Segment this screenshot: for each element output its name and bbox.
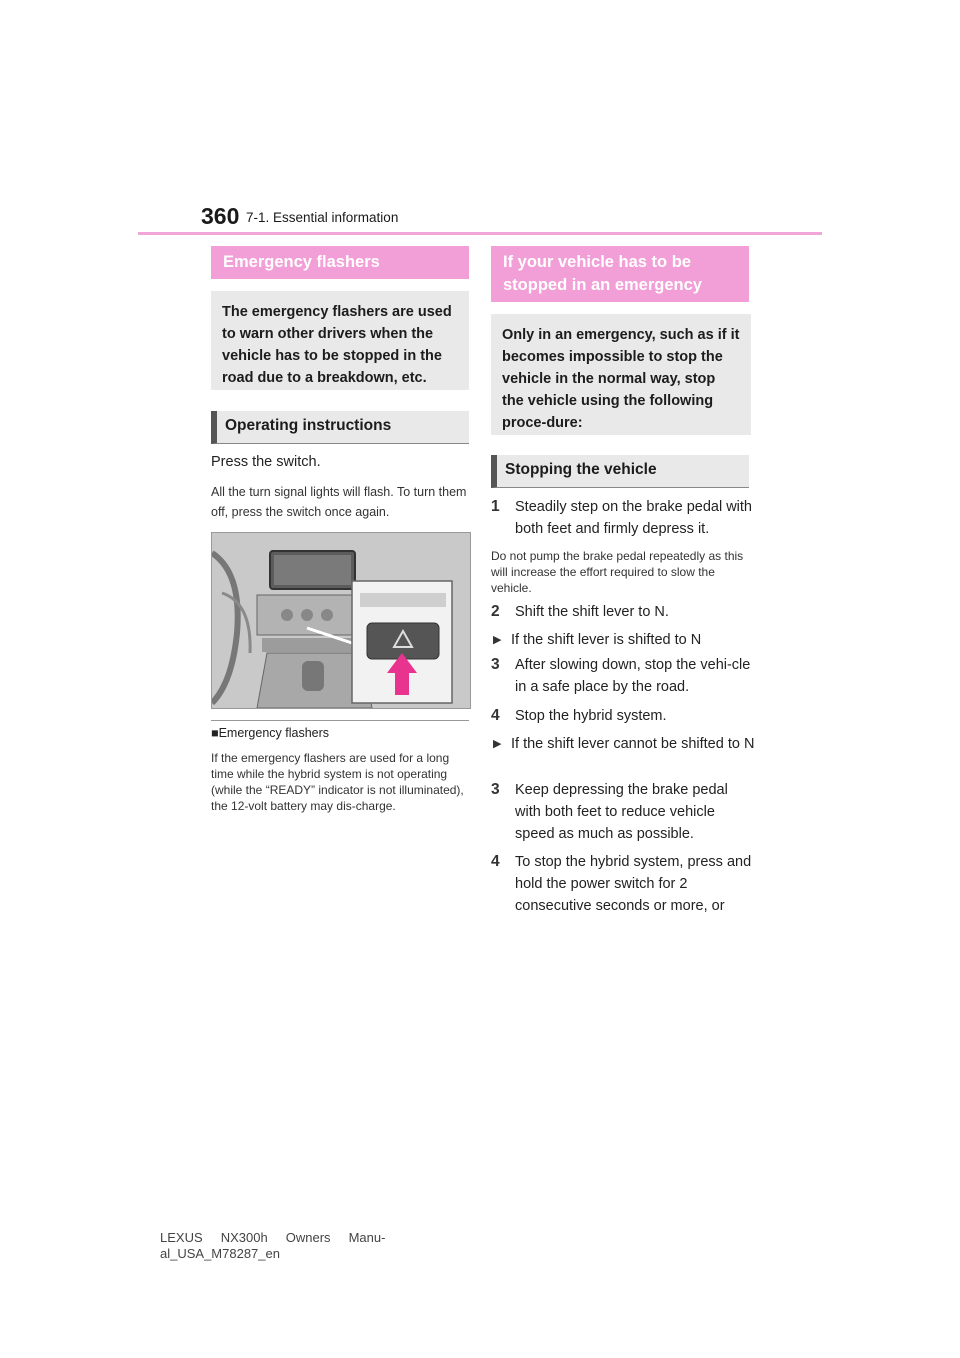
instruction-text: Press the switch. bbox=[211, 454, 321, 470]
footnote-rule bbox=[211, 720, 469, 721]
triangle-bullet-icon: ▶ bbox=[493, 738, 502, 750]
emergency-flashers-intro: The emergency flashers are used to warn other drivers when the vehicle has to be stopped in the road due to a breakdown, etc. bbox=[211, 291, 469, 390]
emergency-stop-intro: Only in an emergency, such as if it becomes impossible to stop the vehicle in the normal way, stop the vehicle using the following proce-dure: bbox=[491, 314, 751, 435]
triangle-bullet-icon: ▶ bbox=[493, 634, 502, 646]
instruction-note: All the turn signal lights will flash. To turn them off, press the switch once again. bbox=[211, 485, 467, 519]
stopping-vehicle-heading: Stopping the vehicle bbox=[491, 455, 749, 488]
emergency-flashers-title: Emergency flashers bbox=[211, 246, 469, 279]
document-footer: LEXUS NX300h Owners Manu- al_USA_M78287_en bbox=[160, 1230, 386, 1261]
step-1-note: Do not pump the brake pedal repeatedly as this will increase the effort required to slow the vehicle. bbox=[491, 549, 744, 595]
dashboard-drawing bbox=[212, 533, 470, 708]
square-bullet-icon: ■ bbox=[211, 726, 219, 740]
emergency-stop-title: If your vehicle has to be stopped in an emergency bbox=[491, 246, 749, 302]
footnote-text: If the emergency flashers are used for a long time while the hybrid system is not operating (while the “READY” indicator is not illuminated), the 12-volt battery may dis-charge. bbox=[211, 751, 464, 813]
section-title: 7-1. Essential information bbox=[246, 210, 399, 225]
operating-instructions-heading: Operating instructions bbox=[211, 411, 469, 444]
hazard-switch-illustration bbox=[211, 532, 471, 709]
footnote-heading: ■Emergency flashers bbox=[211, 726, 330, 740]
page-number: 360 bbox=[201, 203, 240, 229]
header-rule bbox=[138, 232, 822, 235]
